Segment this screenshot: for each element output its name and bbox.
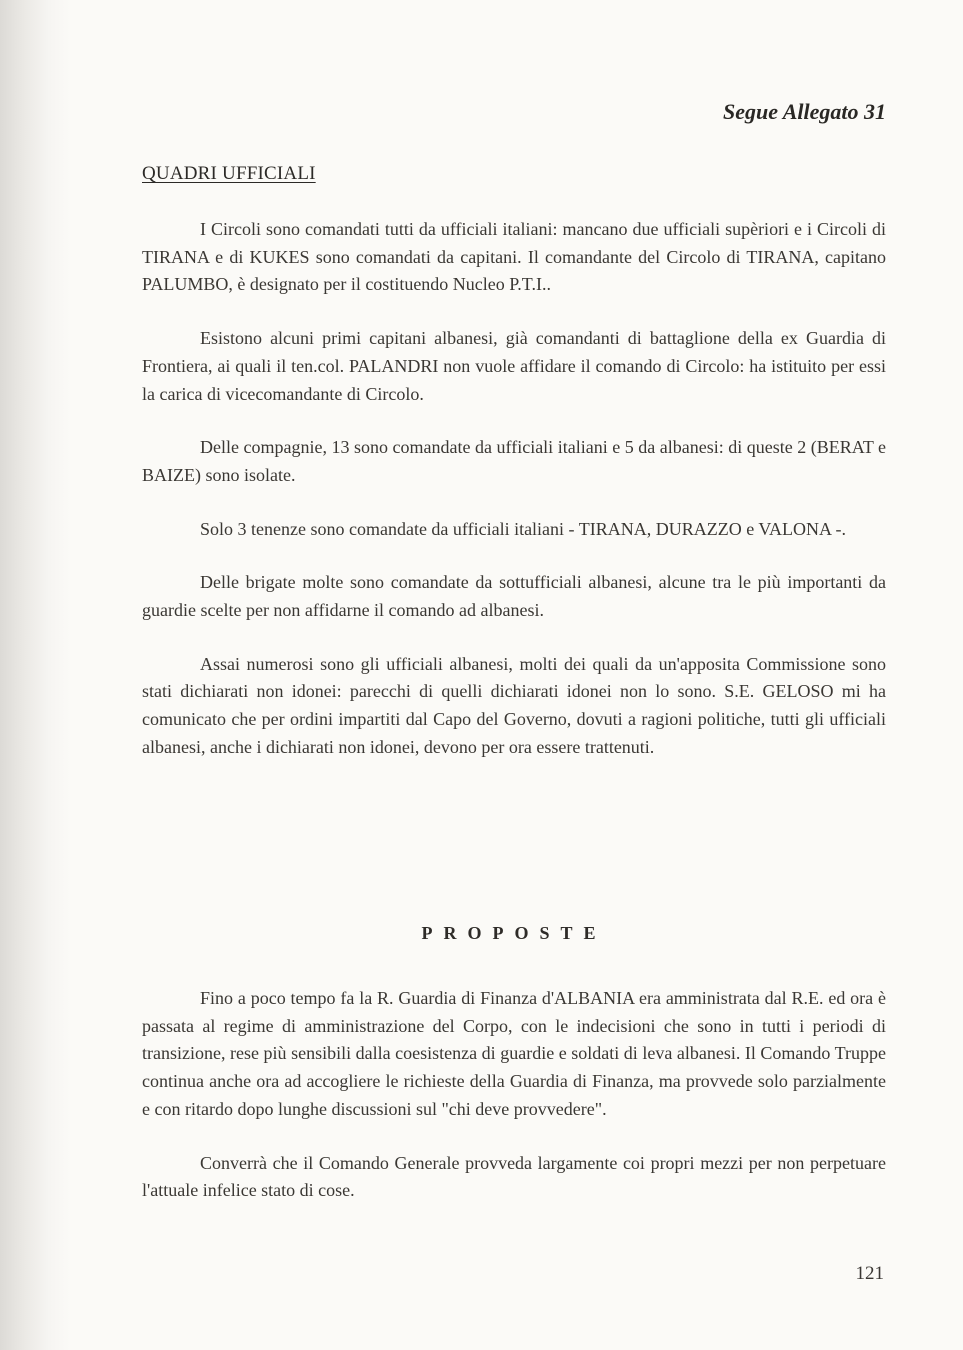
section-title: QUADRI UFFICIALI [142, 163, 316, 184]
paragraph: I Circoli sono comandati tutti da ufficiali italiani: mancano due ufficiali supèriori e i Circoli di TIRANA e di KUKES sono comandati da capitani. Il comandante del Circolo di TIRANA, capitano PALUMBO, è designato per il costituendo Nucleo P.T.I.. [142, 219, 886, 295]
document-page [142, 0, 886, 1350]
paragraph: Delle compagnie, 13 sono comandate da ufficiali italiani e 5 da albanesi: di queste 2 (BERAT e BAIZE) sono isolate. [142, 437, 886, 485]
paragraph: Esistono alcuni primi capitani albanesi, già comandanti di battaglione della ex Guardia di Frontiera, ai quali il ten.col. PALANDRI non vuole affidare il comando di Circolo: ha istituito per essi la carica di vicecomandante di Circolo. [142, 328, 886, 404]
proposals-heading: PROPOSTE [421, 923, 607, 943]
proposals-body [142, 985, 886, 1231]
paragraph: Converrà che il Comando Generale provveda largamente coi propri mezzi per non perpetuare l'attuale infelice stato di cose. [142, 1152, 886, 1201]
paragraph: Assai numerosi sono gli ufficiali albanesi, molti dei quali da un'apposita Commissione sono stati dichiarati non idonei: parecchi di quelli dichiarati idonei non lo sono. S.E. GELOSO mi ha comunicato che per ordini impartiti dal Capo del Governo, dovuti a ragioni politiche, tutti gli ufficiali albanesi, anche i dichiarati non idonei, devono per ora essere trattenuti. [142, 653, 886, 757]
page-number: 121 [855, 1263, 884, 1284]
page-spine-shadow [0, 0, 70, 1350]
paragraph: Solo 3 tenenze sono comandate da ufficiali italiani - TIRANA, DURAZZO e VALONA -. [200, 518, 847, 539]
paragraph: Delle brigate molte sono comandate da sottufficiali albanesi, alcune tra le più importanti da guardie scelte per non affidarne il comando ad albanesi. [142, 572, 886, 621]
paragraph: Fino a poco tempo fa la R. Guardia di Finanza d'ALBANIA era amministrata dal R.E. ed ora è passata al regime di amministrazione del Corpo, con le indecisioni che sono in tutti i periodi di transizione, rese più sensibili dalla coesistenza di guardie e soldati di leva albanesi. Il Comando Truppe continua anche ora ad accogliere le richieste della Guardia di Finanza, ma provvede solo parzialmente e con ritardo dopo lunghe discussioni sul "chi deve provvedere". [142, 988, 886, 1119]
attachment-reference: Segue Allegato 31 [723, 99, 886, 124]
section-body [142, 216, 886, 788]
